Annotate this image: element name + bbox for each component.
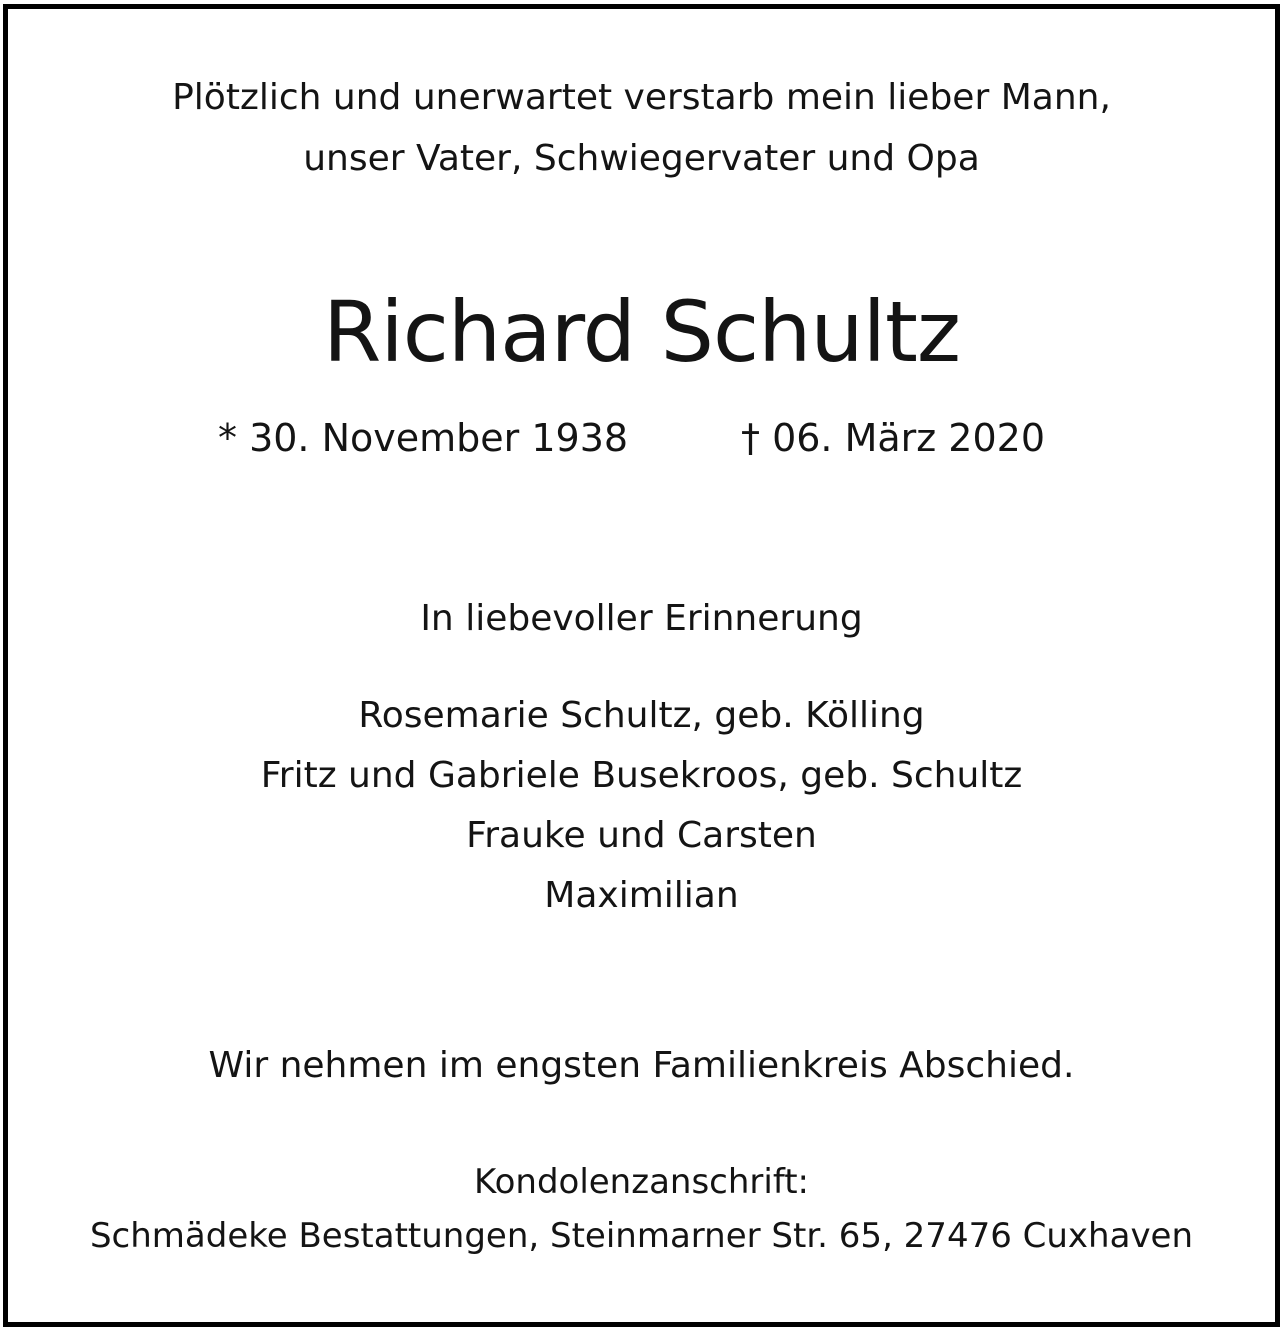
deceased-name: Richard Schultz <box>322 283 961 381</box>
family-member-4: Maximilian <box>544 875 739 916</box>
obituary-notice <box>3 4 1280 1327</box>
intro-line-2: unser Vater, Schwiegervater und Opa <box>303 138 980 179</box>
condolence-label: Kondolenzanschrift: <box>473 1162 810 1202</box>
farewell-line: Wir nehmen im engsten Familienkreis Abschied. <box>208 1045 1075 1086</box>
death-date: † 06. März 2020 <box>741 416 1046 460</box>
family-member-2: Fritz und Gabriele Busekroos, geb. Schultz <box>260 755 1023 796</box>
intro-line-1: Plötzlich und unerwartet verstarb mein lieber Mann, <box>172 77 1111 118</box>
family-member-3: Frauke und Carsten <box>466 815 817 856</box>
life-dates <box>8 414 1275 462</box>
birth-date: * 30. November 1938 <box>218 416 629 460</box>
memory-line: In liebevoller Erinnerung <box>420 598 863 639</box>
family-member-1: Rosemarie Schultz, geb. Kölling <box>358 695 925 736</box>
condolence-address: Schmädeke Bestattungen, Steinmarner Str. 65, 27476 Cuxhaven <box>89 1216 1194 1256</box>
